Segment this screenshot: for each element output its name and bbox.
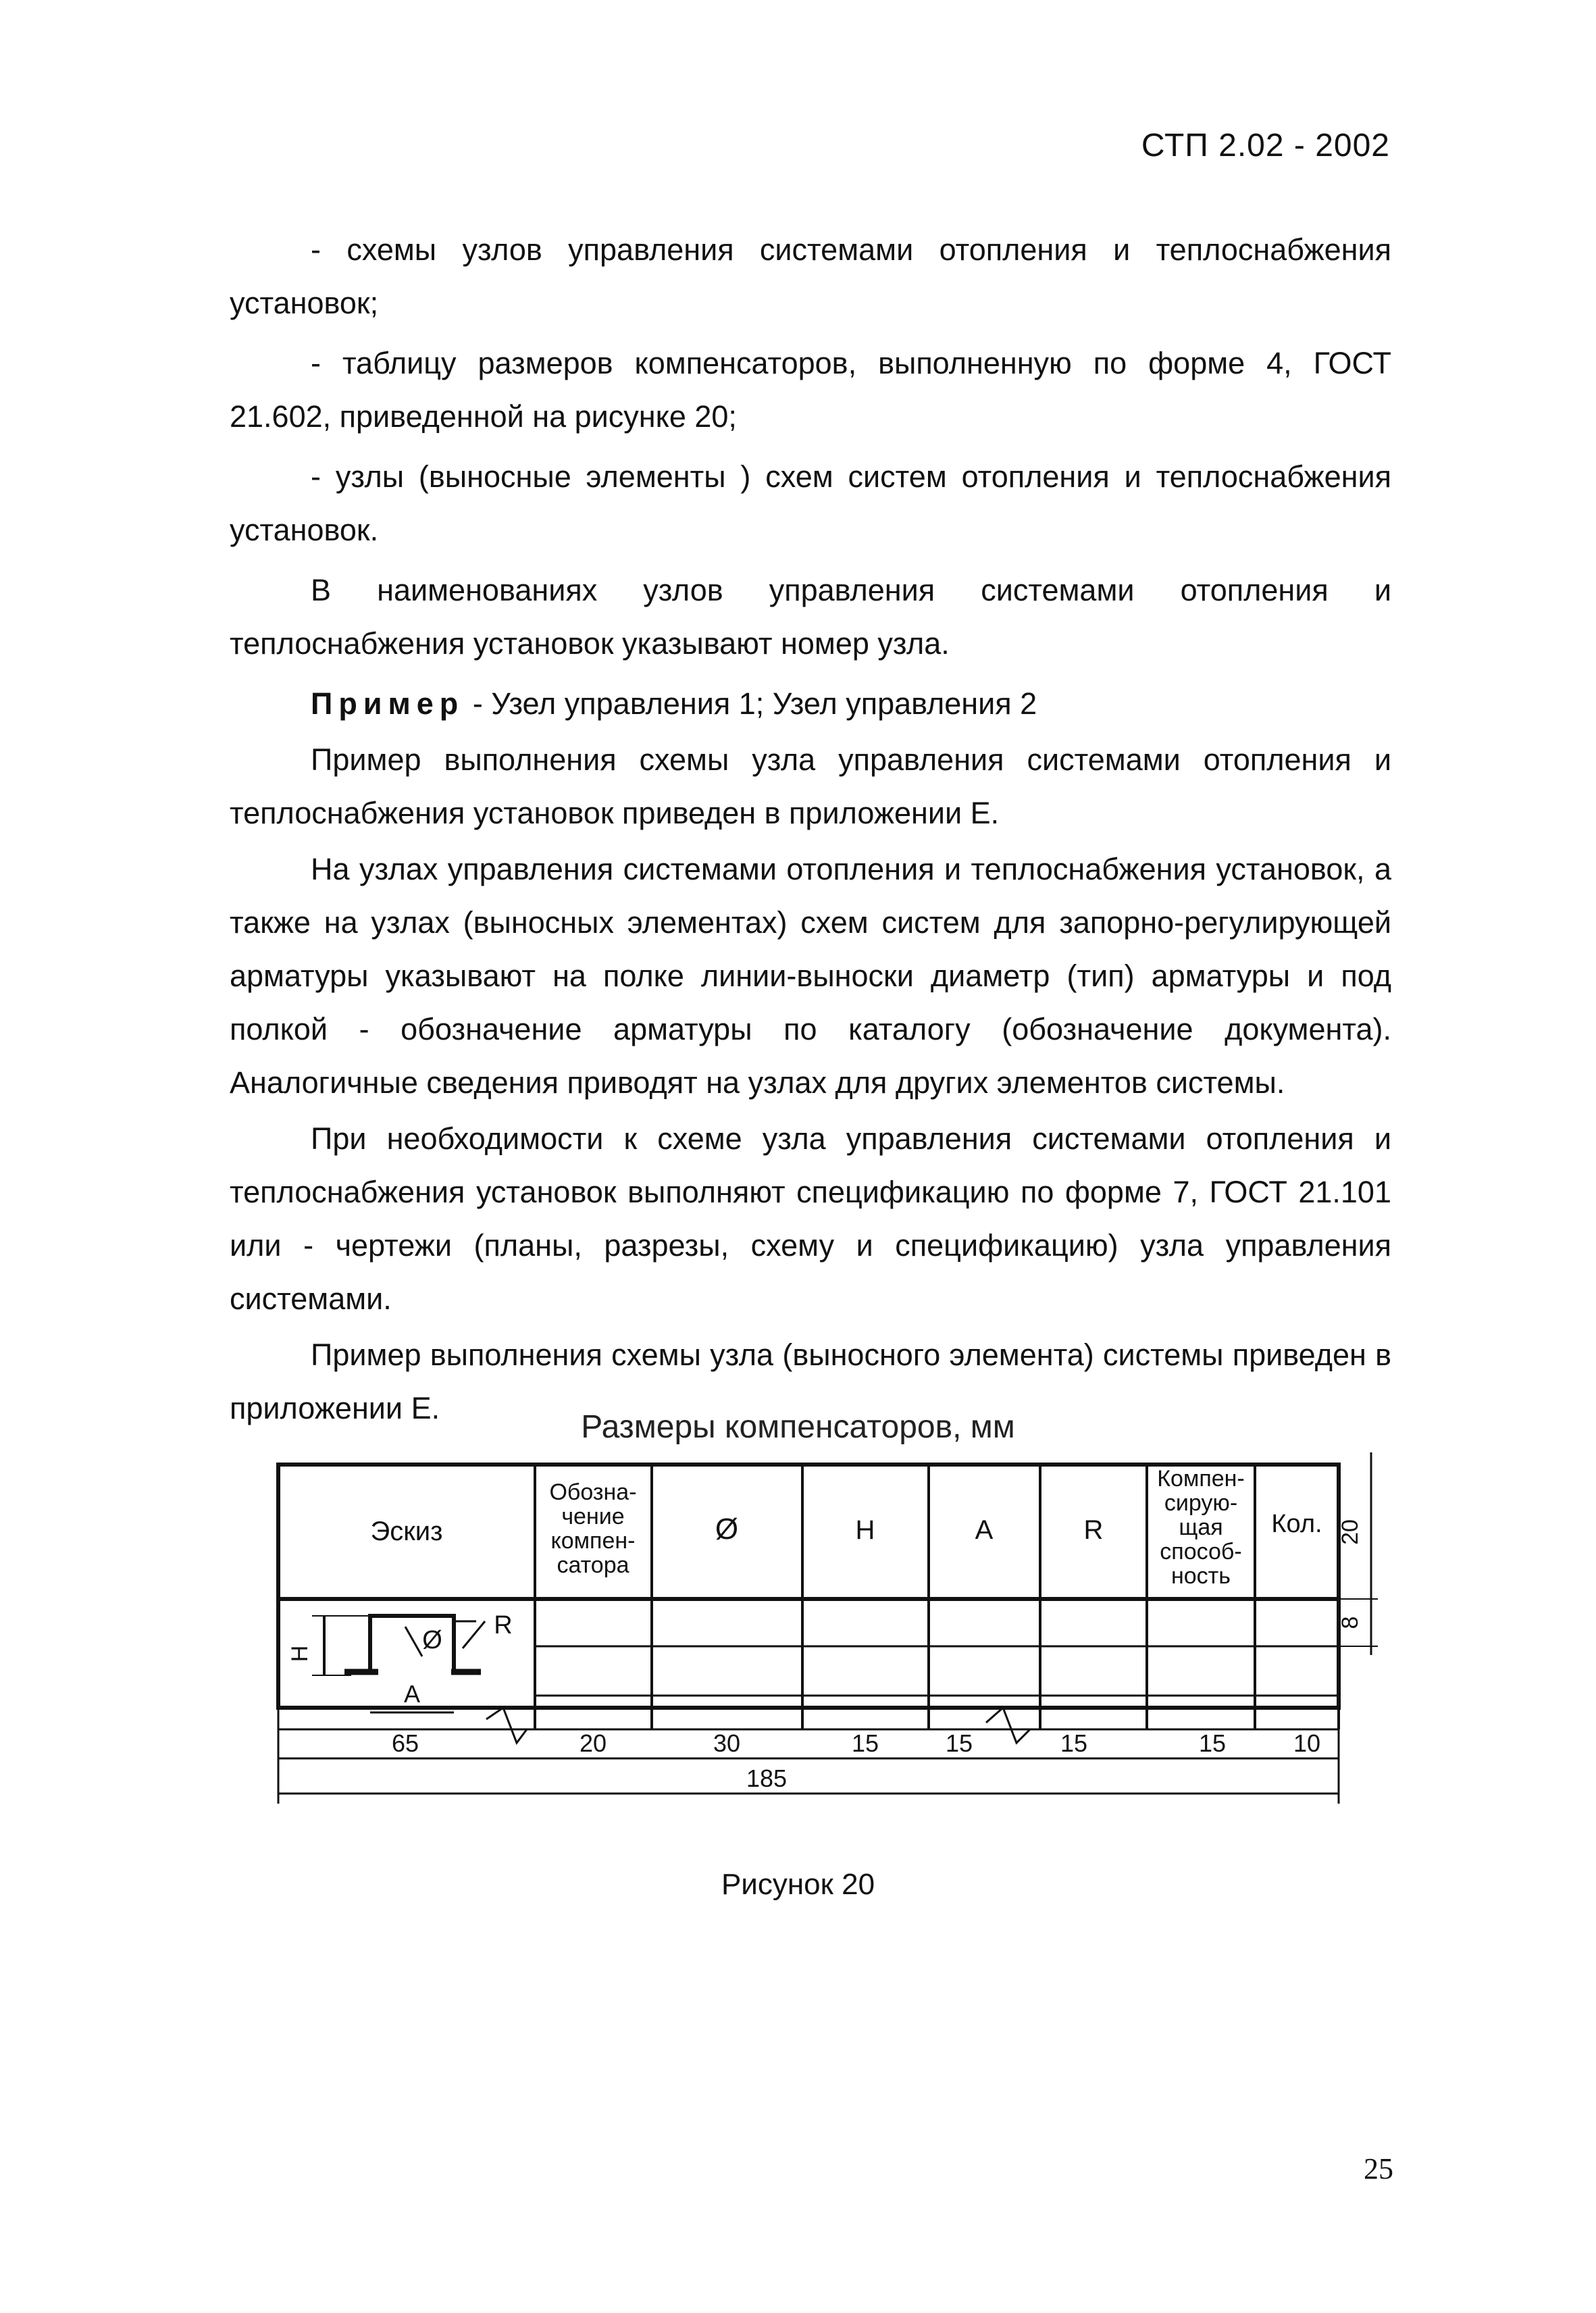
header-quantity: Кол.: [1271, 1510, 1322, 1538]
header-capacity-2: сирую-: [1164, 1490, 1238, 1516]
paragraph-2: - таблицу размеров компенсаторов, выполненную по форме 4, ГОСТ 21.602, приведенной на рисунке 20;: [230, 346, 1391, 434]
header-designation-3: компен-: [550, 1528, 636, 1554]
document-code: СТП 2.02 - 2002: [1141, 128, 1390, 163]
dim-h-width: 15: [851, 1729, 879, 1757]
paragraph-4: В наименованиях узлов управления системами отопления и теплоснабжения установок указывают номер узла.: [230, 573, 1391, 661]
paragraph-7: На узлах управления системами отопления и теплоснабжения установок, а также на узлах (выносных элементах) схем систем для запорно-регулирующей арматуры указывают на полке линии-выноски диаметр (тип) арматуры и под полкой - обозначение арматуры по каталогу (обозначение документа). Аналогичные сведения приводят на узлах для других элементов системы.: [230, 852, 1391, 1100]
header-designation-1: Обозна-: [549, 1479, 637, 1505]
paragraph-3: - узлы (выносные элементы ) схем систем отопления и теплоснабжения установок.: [230, 459, 1391, 547]
paragraph-1: - схемы узлов управления системами отопления и теплоснабжения установок;: [230, 232, 1391, 320]
paragraph-8: При необходимости к схеме узла управления системами отопления и теплоснабжения установок выполняют спецификацию по форме 7, ГОСТ 21.101 или - чертежи (планы, разрезы, схему и спецификацию) узла управления системами.: [230, 1121, 1391, 1316]
sketch-label-diameter: Ø: [422, 1626, 442, 1654]
figure-caption: Рисунок 20: [721, 1868, 875, 1901]
sketch-label-h: H: [287, 1645, 313, 1662]
dim-sketch-width: 65: [391, 1729, 419, 1757]
header-diameter: Ø: [715, 1513, 739, 1546]
table-title: Размеры компенсаторов, мм: [581, 1409, 1015, 1445]
header-h: H: [855, 1515, 875, 1545]
header-designation-2: чение: [561, 1504, 625, 1529]
dim-total-width: 185: [746, 1764, 788, 1792]
header-r: R: [1083, 1515, 1104, 1545]
dim-quantity-width: 10: [1293, 1729, 1321, 1757]
dim-capacity-width: 15: [1198, 1729, 1227, 1757]
sketch-label-r: R: [494, 1611, 513, 1640]
example-line: Пример - Узел управления 1; Узел управления 2: [311, 686, 1037, 721]
header-a: A: [975, 1515, 994, 1545]
paragraph-6: Пример выполнения схемы узла управления системами отопления и теплоснабжения установок приведен в приложении Е.: [230, 742, 1391, 830]
header-sketch: Эскиз: [370, 1517, 443, 1546]
dim-row-height: 8: [1337, 1616, 1363, 1629]
header-capacity-5: ность: [1171, 1563, 1231, 1589]
dim-header-height: 20: [1337, 1519, 1363, 1545]
dim-designation-width: 20: [579, 1729, 607, 1757]
dim-diameter-width: 30: [713, 1729, 741, 1757]
header-capacity-1: Компен-: [1157, 1466, 1245, 1492]
page-number: 25: [1364, 2152, 1393, 2185]
dim-r-width: 15: [1060, 1729, 1088, 1757]
dim-a-width: 15: [945, 1729, 973, 1757]
header-designation-4: сатора: [557, 1552, 629, 1578]
header-capacity-3: щая: [1179, 1515, 1223, 1540]
paragraph-9: Пример выполнения схемы узла (выносного элемента) системы приведен в приложении Е.: [230, 1338, 1391, 1425]
header-capacity-4: способ-: [1160, 1539, 1242, 1565]
sketch-label-a: A: [403, 1680, 421, 1708]
